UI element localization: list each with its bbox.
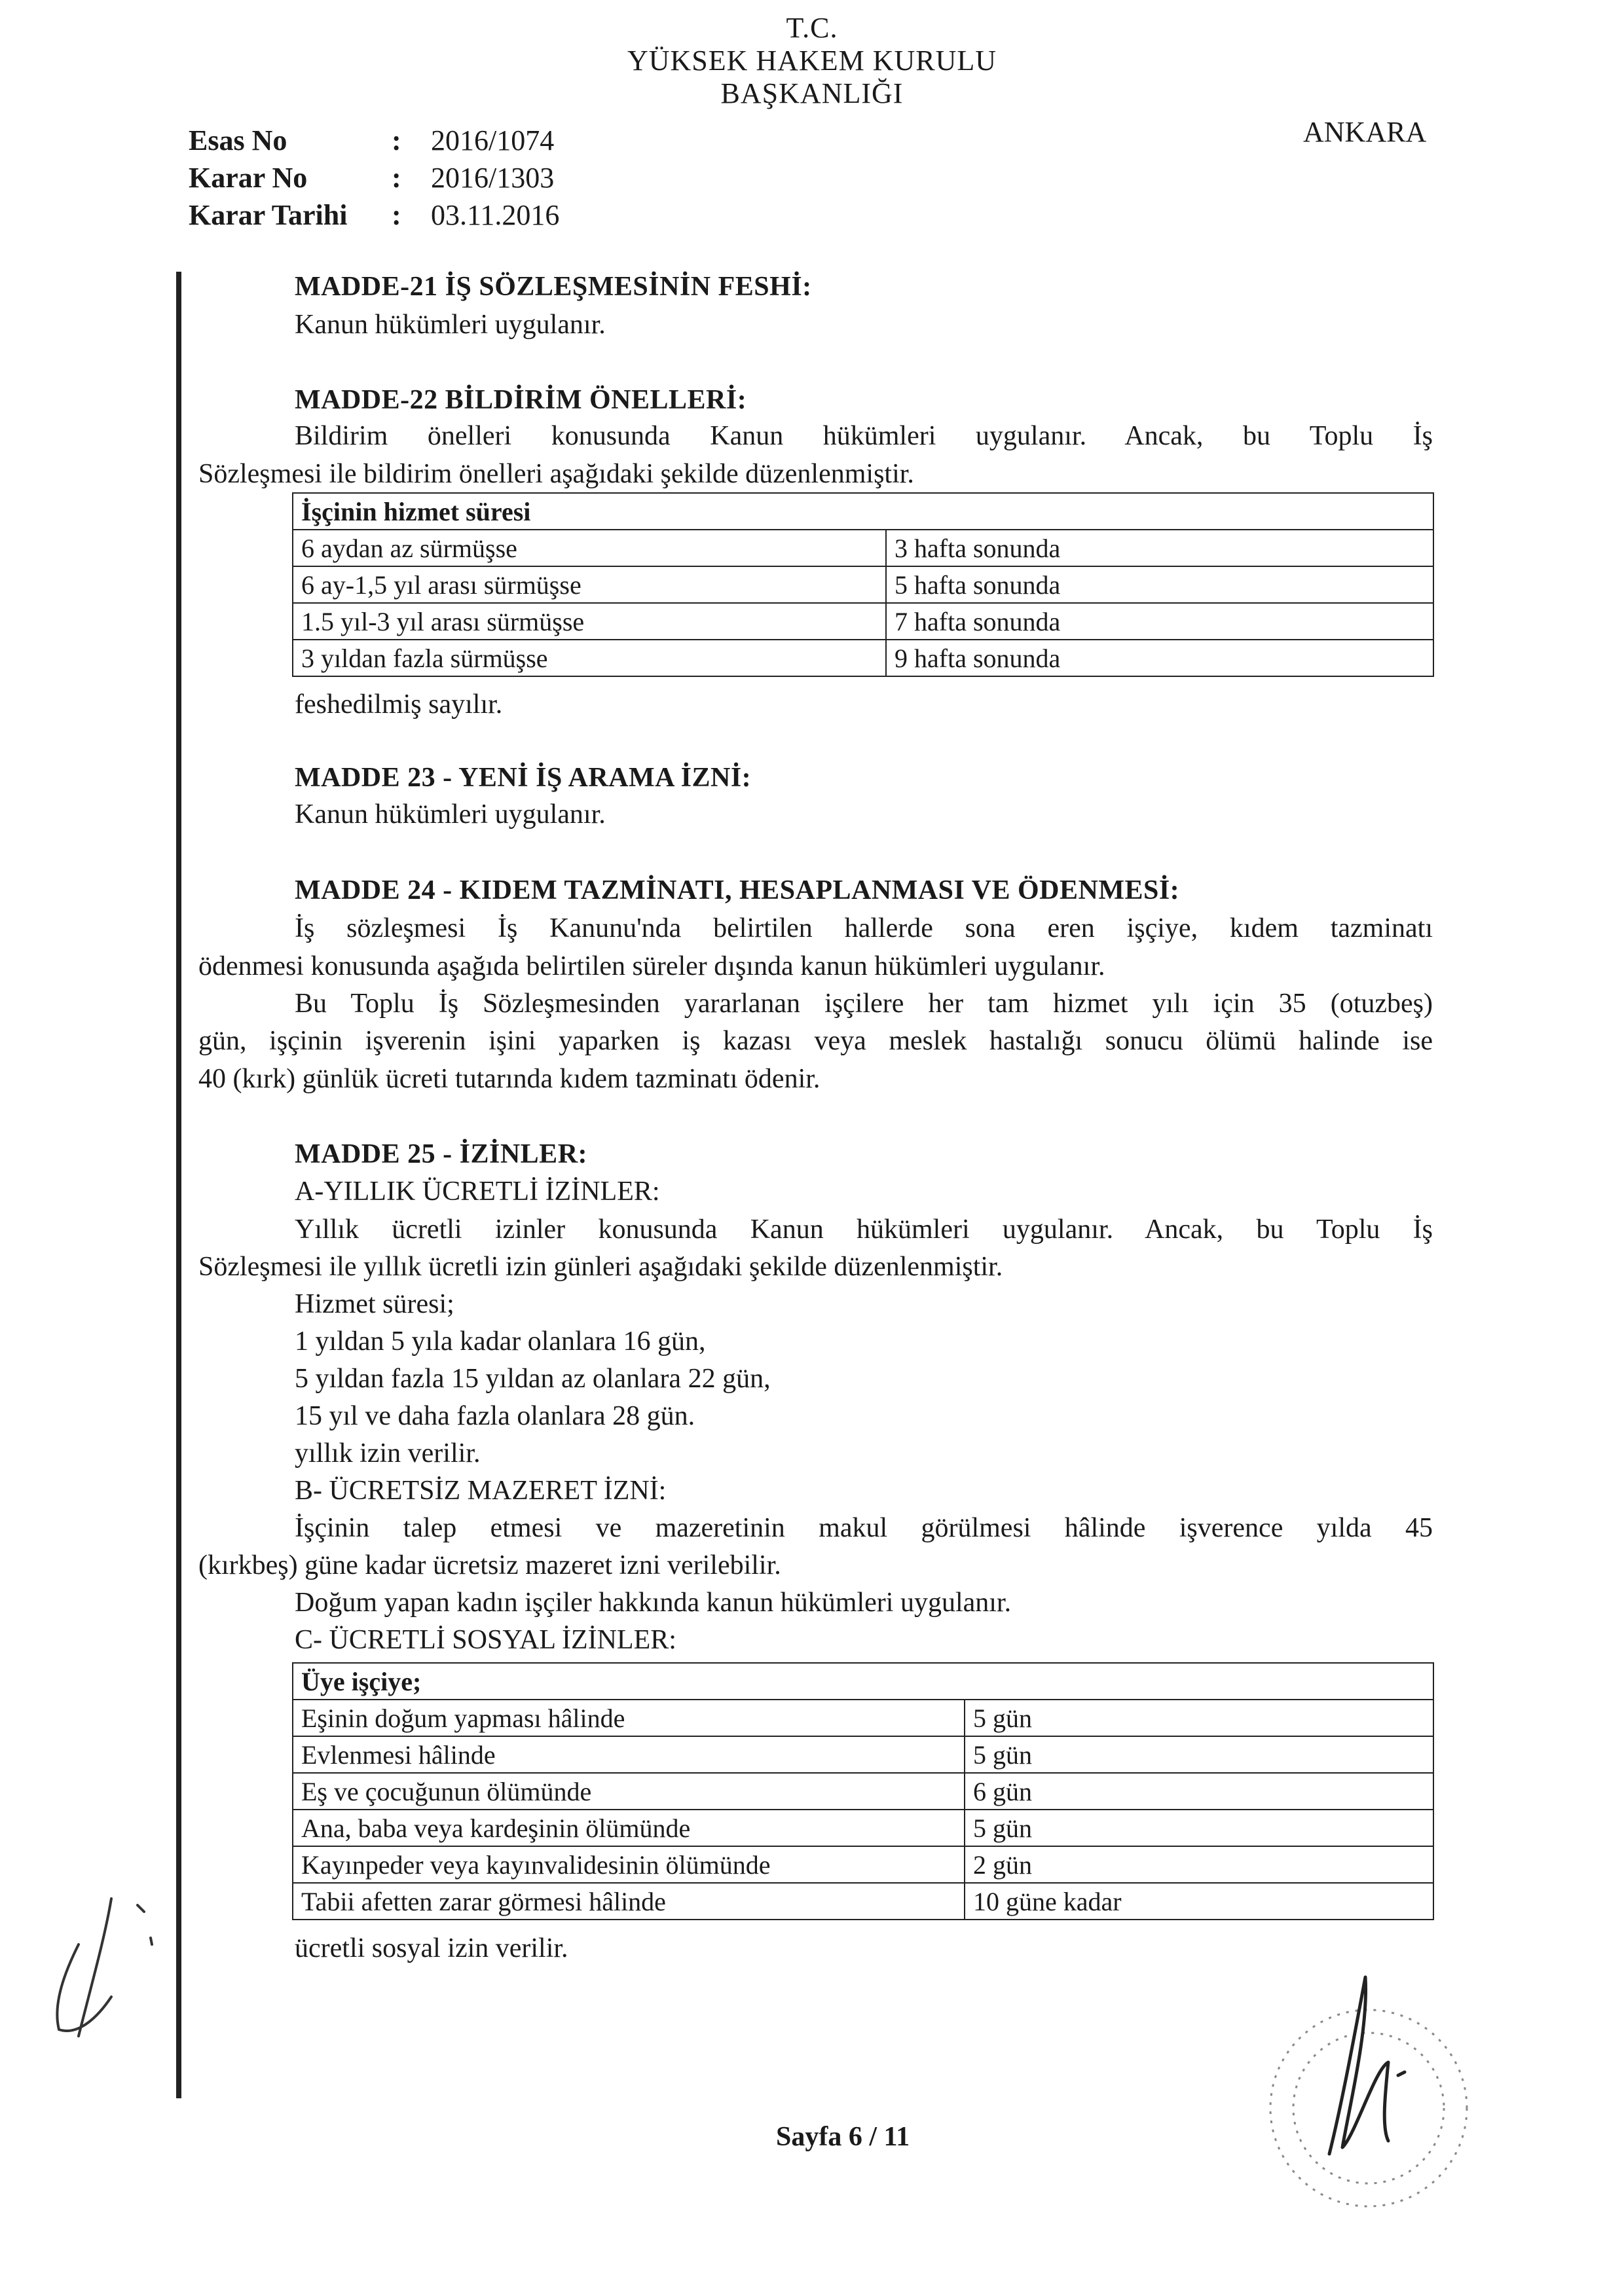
table-cell: 6 aydan az sürmüşse	[293, 530, 886, 566]
table-cell: 6 gün	[965, 1773, 1433, 1810]
table-cell: 2 gün	[965, 1846, 1433, 1883]
meta-colon: :	[392, 162, 401, 194]
meta-label: Esas No	[189, 124, 287, 156]
table-row	[293, 1700, 1433, 1736]
madde-24-line2: ödenmesi konusunda aşağıda belirtilen süreler dışında kanun hükümleri uygulanır.	[198, 951, 1105, 981]
handwritten-initials	[39, 1886, 170, 2049]
table-row	[293, 1846, 1433, 1883]
table-cell: 5 gün	[965, 1700, 1433, 1736]
section-a-line5: 5 yıldan fazla 15 yıldan az olanlara 22 gün,	[295, 1364, 771, 1394]
page-number: Sayfa 6 / 11	[776, 2122, 910, 2152]
meta-row-esas	[189, 122, 559, 159]
header-line-tc: T.C.	[786, 12, 838, 44]
table-cell: 6 ay-1,5 yıl arası sürmüşse	[293, 566, 886, 603]
case-meta	[189, 122, 559, 234]
meta-row-karar	[189, 159, 559, 196]
madde-25-heading: MADDE 25 - İZİNLER:	[295, 1139, 588, 1169]
section-a-line2: Sözleşmesi ile yıllık ücretli izin günleri aşağıdaki şekilde düzenlenmiştir.	[198, 1252, 1003, 1282]
madde-22-line1: Bildirim önelleri konusunda Kanun hükümleri uygulanır. Ancak, bu Toplu İş	[295, 421, 1433, 451]
table-cell: Eş ve çocuğunun ölümünde	[293, 1773, 965, 1810]
meta-label: Karar Tarihi	[189, 199, 348, 231]
section-a-line1: Yıllık ücretli izinler konusunda Kanun hükümleri uygulanır. Ancak, bu Toplu İş	[295, 1214, 1433, 1245]
margin-bar	[176, 272, 181, 2098]
table-row	[293, 1736, 1433, 1773]
section-c-after: ücretli sosyal izin verilir.	[295, 1933, 568, 1963]
madde-23-text: Kanun hükümleri uygulanır.	[295, 799, 606, 829]
table-row	[293, 1773, 1433, 1810]
meta-label: Karar No	[189, 162, 308, 194]
madde-24-line3: Bu Toplu İş Sözleşmesinden yararlanan işçilere her tam hizmet yılı için 35 (otuzbeş)	[295, 989, 1433, 1019]
social-leave-table	[292, 1662, 1434, 1920]
section-a-line7: yıllık izin verilir.	[295, 1438, 481, 1468]
section-b-line3: Doğum yapan kadın işçiler hakkında kanun hükümleri uygulanır.	[295, 1588, 1012, 1618]
section-b-line2: (kırkbeş) güne kadar ücretsiz mazeret izni verilebilir.	[198, 1550, 781, 1580]
madde-24-line1: İş sözleşmesi İş Kanunu'nda belirtilen hallerde sona eren işçiye, kıdem tazminatı	[295, 913, 1433, 943]
madde-22-heading: MADDE-22 BİLDİRİM ÖNELLERİ:	[295, 385, 747, 415]
header-city: ANKARA	[1303, 116, 1427, 148]
madde-24-heading: MADDE 24 - KIDEM TAZMİNATI, HESAPLANMASI VE ÖDENMESİ:	[295, 875, 1180, 905]
signature-stamp	[1244, 1938, 1493, 2278]
document-header	[550, 12, 1074, 110]
table-row	[293, 530, 1433, 566]
table-cell: 3 hafta sonunda	[886, 530, 1433, 566]
section-a-title: A-YILLIK ÜCRETLİ İZİNLER:	[295, 1176, 660, 1207]
table-cell: Tabii afetten zarar görmesi hâlinde	[293, 1883, 965, 1920]
table-row	[293, 1883, 1433, 1920]
header-line-institution: YÜKSEK HAKEM KURULU	[627, 45, 997, 77]
section-b-line1: İşçinin talep etmesi ve mazeretinin makul görülmesi hâlinde işverence yılda 45	[295, 1513, 1433, 1543]
table-cell: Eşinin doğum yapması hâlinde	[293, 1700, 965, 1736]
meta-value: 2016/1303	[431, 162, 555, 194]
madde-21-text: Kanun hükümleri uygulanır.	[295, 310, 606, 340]
social-table-header: Üye işçiye;	[293, 1663, 1433, 1700]
table-cell: 5 gün	[965, 1810, 1433, 1846]
header-line-office: BAŞKANLIĞI	[720, 77, 904, 109]
table-cell: 7 hafta sonunda	[886, 603, 1433, 640]
section-a-line4: 1 yıldan 5 yıla kadar olanlara 16 gün,	[295, 1326, 706, 1357]
notice-period-table	[292, 492, 1434, 677]
table-cell: 10 güne kadar	[965, 1883, 1433, 1920]
table-cell: 5 gün	[965, 1736, 1433, 1773]
table-cell: Kayınpeder veya kayınvalidesinin ölümünde	[293, 1846, 965, 1883]
table-row	[293, 640, 1433, 676]
madde-22-line2: Sözleşmesi ile bildirim önelleri aşağıdaki şekilde düzenlenmiştir.	[198, 459, 914, 489]
table-row	[293, 603, 1433, 640]
table-row	[293, 1810, 1433, 1846]
section-a-line6: 15 yıl ve daha fazla olanlara 28 gün.	[295, 1401, 695, 1431]
meta-value: 03.11.2016	[431, 199, 560, 231]
madde-24-line5: 40 (kırk) günlük ücreti tutarında kıdem tazminatı ödenir.	[198, 1064, 821, 1094]
section-b-title: B- ÜCRETSİZ MAZERET İZNİ:	[295, 1476, 667, 1506]
section-c-title: C- ÜCRETLİ SOSYAL İZİNLER:	[295, 1625, 676, 1655]
table-cell: 9 hafta sonunda	[886, 640, 1433, 676]
section-a-line3: Hizmet süresi;	[295, 1289, 454, 1319]
madde-22-after: feshedilmiş sayılır.	[295, 689, 503, 720]
table-cell: 1.5 yıl-3 yıl arası sürmüşse	[293, 603, 886, 640]
meta-colon: :	[392, 199, 401, 231]
table-cell: Ana, baba veya kardeşinin ölümünde	[293, 1810, 965, 1846]
table-cell: 3 yıldan fazla sürmüşse	[293, 640, 886, 676]
table-cell: 5 hafta sonunda	[886, 566, 1433, 603]
meta-colon: :	[392, 124, 401, 156]
madde-23-heading: MADDE 23 - YENİ İŞ ARAMA İZNİ:	[295, 763, 752, 793]
meta-value: 2016/1074	[431, 124, 555, 156]
meta-row-tarih	[189, 196, 559, 234]
notice-table-header: İşçinin hizmet süresi	[293, 493, 1433, 530]
madde-24-line4: gün, işçinin işverenin işini yaparken iş kazası veya meslek hastalığı sonucu ölümü halinde ise	[198, 1026, 1433, 1056]
table-row	[293, 566, 1433, 603]
table-cell: Evlenmesi hâlinde	[293, 1736, 965, 1773]
madde-21-heading: MADDE-21 İŞ SÖZLEŞMESİNİN FESHİ:	[295, 272, 812, 302]
